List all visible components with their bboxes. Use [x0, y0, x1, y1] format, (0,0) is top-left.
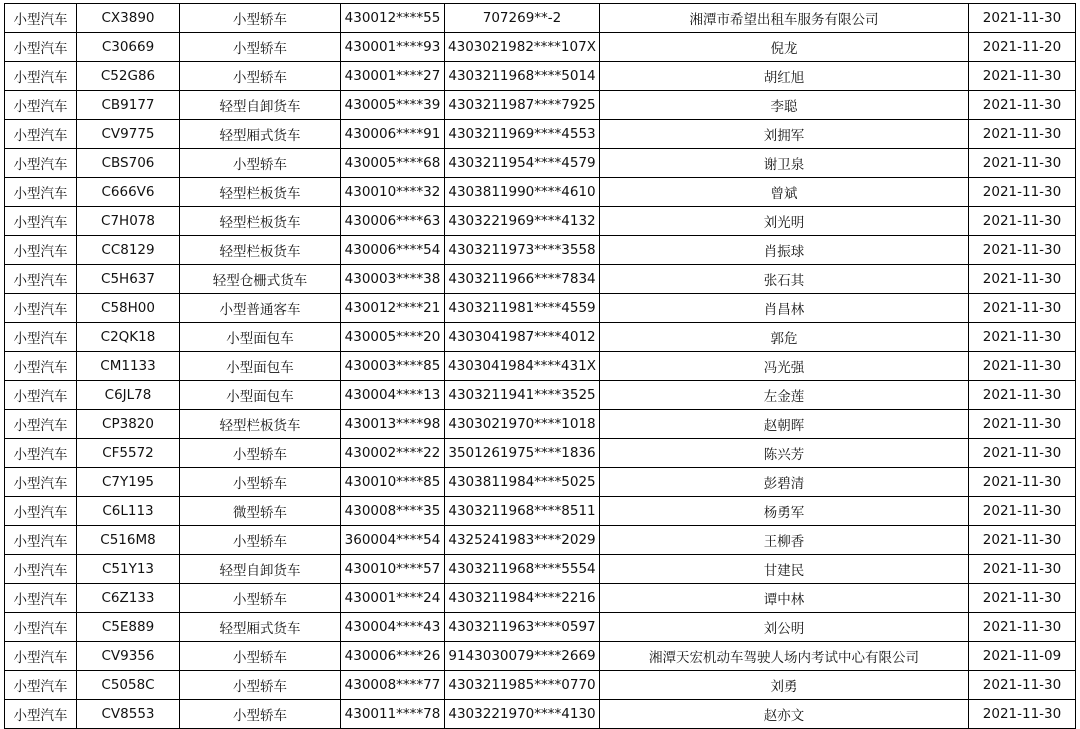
- id-number-cell: 4303211966****7834: [445, 265, 600, 294]
- code-cell: 430013****98: [341, 410, 445, 439]
- code-cell: 430006****26: [341, 642, 445, 671]
- vehicle-type-cell: 小型轿车: [180, 4, 341, 33]
- code-cell: 430001****93: [341, 33, 445, 62]
- vehicle-class-cell: 小型汽车: [5, 584, 77, 613]
- plate-number-cell: CM1133: [77, 352, 180, 381]
- date-cell: 2021-11-30: [969, 91, 1076, 120]
- id-number-cell: 4303041984****431X: [445, 352, 600, 381]
- owner-name-cell: 湘潭市希望出租车服务有限公司: [600, 4, 969, 33]
- vehicle-class-cell: 小型汽车: [5, 178, 77, 207]
- table-row: [5, 91, 1076, 120]
- owner-name-cell: 谭中林: [600, 584, 969, 613]
- code-cell: 430005****20: [341, 323, 445, 352]
- plate-number-cell: C6L113: [77, 497, 180, 526]
- date-cell: 2021-11-30: [969, 497, 1076, 526]
- vehicle-class-cell: 小型汽车: [5, 613, 77, 642]
- vehicle-class-cell: 小型汽车: [5, 294, 77, 323]
- id-number-cell: 4325241983****2029: [445, 526, 600, 555]
- vehicle-type-cell: 小型轿车: [180, 584, 341, 613]
- id-number-cell: 4303211954****4579: [445, 149, 600, 178]
- vehicle-type-cell: 小型轿车: [180, 33, 341, 62]
- date-cell: 2021-11-30: [969, 439, 1076, 468]
- owner-name-cell: 刘拥军: [600, 120, 969, 149]
- plate-number-cell: C7Y195: [77, 468, 180, 497]
- date-cell: 2021-11-30: [969, 62, 1076, 91]
- table-row: [5, 352, 1076, 381]
- vehicle-class-cell: 小型汽车: [5, 149, 77, 178]
- code-cell: 430006****63: [341, 207, 445, 236]
- date-cell: 2021-11-30: [969, 700, 1076, 729]
- vehicle-class-cell: 小型汽车: [5, 555, 77, 584]
- id-number-cell: 9143030079****2669: [445, 642, 600, 671]
- vehicle-type-cell: 小型面包车: [180, 352, 341, 381]
- plate-number-cell: CV9356: [77, 642, 180, 671]
- id-number-cell: 4303211968****8511: [445, 497, 600, 526]
- code-cell: 430012****21: [341, 294, 445, 323]
- code-cell: 430010****85: [341, 468, 445, 497]
- owner-name-cell: 刘勇: [600, 671, 969, 700]
- table-row: [5, 149, 1076, 178]
- plate-number-cell: CC8129: [77, 236, 180, 265]
- owner-name-cell: 杨勇军: [600, 497, 969, 526]
- id-number-cell: 4303211941****3525: [445, 381, 600, 410]
- plate-number-cell: C516M8: [77, 526, 180, 555]
- vehicle-type-cell: 轻型仓栅式货车: [180, 265, 341, 294]
- plate-number-cell: C666V6: [77, 178, 180, 207]
- table-row: [5, 62, 1076, 91]
- code-cell: 430003****85: [341, 352, 445, 381]
- code-cell: 430006****91: [341, 120, 445, 149]
- table-body: [5, 4, 1076, 729]
- vehicle-type-cell: 轻型栏板货车: [180, 178, 341, 207]
- vehicle-class-cell: 小型汽车: [5, 671, 77, 700]
- code-cell: 360004****54: [341, 526, 445, 555]
- date-cell: 2021-11-30: [969, 526, 1076, 555]
- id-number-cell: 4303211985****0770: [445, 671, 600, 700]
- table-row: [5, 265, 1076, 294]
- vehicle-type-cell: 轻型栏板货车: [180, 207, 341, 236]
- date-cell: 2021-11-30: [969, 323, 1076, 352]
- date-cell: 2021-11-30: [969, 178, 1076, 207]
- code-cell: 430006****54: [341, 236, 445, 265]
- owner-name-cell: 刘光明: [600, 207, 969, 236]
- table-row: [5, 120, 1076, 149]
- owner-name-cell: 湘潭天宏机动车驾驶人场内考试中心有限公司: [600, 642, 969, 671]
- id-number-cell: 4303211984****2216: [445, 584, 600, 613]
- plate-number-cell: CF5572: [77, 439, 180, 468]
- date-cell: 2021-11-30: [969, 4, 1076, 33]
- code-cell: 430011****78: [341, 700, 445, 729]
- id-number-cell: 4303041987****4012: [445, 323, 600, 352]
- owner-name-cell: 曾斌: [600, 178, 969, 207]
- table-row: [5, 410, 1076, 439]
- code-cell: 430012****55: [341, 4, 445, 33]
- vehicle-class-cell: 小型汽车: [5, 91, 77, 120]
- owner-name-cell: 刘公明: [600, 613, 969, 642]
- id-number-cell: 4303211963****0597: [445, 613, 600, 642]
- owner-name-cell: 倪龙: [600, 33, 969, 62]
- vehicle-type-cell: 轻型自卸货车: [180, 91, 341, 120]
- plate-number-cell: CX3890: [77, 4, 180, 33]
- vehicle-type-cell: 小型轿车: [180, 149, 341, 178]
- owner-name-cell: 甘建民: [600, 555, 969, 584]
- vehicle-type-cell: 小型普通客车: [180, 294, 341, 323]
- owner-name-cell: 陈兴芳: [600, 439, 969, 468]
- id-number-cell: 4303221970****4130: [445, 700, 600, 729]
- vehicle-class-cell: 小型汽车: [5, 33, 77, 62]
- vehicle-class-cell: 小型汽车: [5, 526, 77, 555]
- plate-number-cell: C30669: [77, 33, 180, 62]
- table-row: [5, 671, 1076, 700]
- vehicle-type-cell: 轻型栏板货车: [180, 236, 341, 265]
- date-cell: 2021-11-30: [969, 613, 1076, 642]
- table-row: [5, 613, 1076, 642]
- owner-name-cell: 左金莲: [600, 381, 969, 410]
- id-number-cell: 4303211968****5554: [445, 555, 600, 584]
- vehicle-type-cell: 小型面包车: [180, 323, 341, 352]
- vehicle-class-cell: 小型汽车: [5, 439, 77, 468]
- id-number-cell: 4303021970****1018: [445, 410, 600, 439]
- vehicle-records-table: [4, 3, 1076, 729]
- plate-number-cell: CP3820: [77, 410, 180, 439]
- date-cell: 2021-11-30: [969, 352, 1076, 381]
- id-number-cell: 4303211969****4553: [445, 120, 600, 149]
- table-row: [5, 439, 1076, 468]
- date-cell: 2021-11-30: [969, 555, 1076, 584]
- vehicle-type-cell: 小型轿车: [180, 468, 341, 497]
- table-row: [5, 497, 1076, 526]
- vehicle-class-cell: 小型汽车: [5, 381, 77, 410]
- code-cell: 430004****13: [341, 381, 445, 410]
- owner-name-cell: 胡红旭: [600, 62, 969, 91]
- plate-number-cell: C5058C: [77, 671, 180, 700]
- owner-name-cell: 王柳香: [600, 526, 969, 555]
- table-row: [5, 207, 1076, 236]
- date-cell: 2021-11-30: [969, 381, 1076, 410]
- plate-number-cell: C7H078: [77, 207, 180, 236]
- vehicle-class-cell: 小型汽车: [5, 265, 77, 294]
- id-number-cell: 4303221969****4132: [445, 207, 600, 236]
- vehicle-class-cell: 小型汽车: [5, 410, 77, 439]
- plate-number-cell: C6Z133: [77, 584, 180, 613]
- vehicle-type-cell: 小型面包车: [180, 381, 341, 410]
- date-cell: 2021-11-30: [969, 120, 1076, 149]
- vehicle-type-cell: 轻型栏板货车: [180, 410, 341, 439]
- table-row: [5, 381, 1076, 410]
- vehicle-type-cell: 小型轿车: [180, 439, 341, 468]
- date-cell: 2021-11-30: [969, 410, 1076, 439]
- table-row: [5, 584, 1076, 613]
- code-cell: 430001****27: [341, 62, 445, 91]
- vehicle-class-cell: 小型汽车: [5, 700, 77, 729]
- vehicle-type-cell: 轻型自卸货车: [180, 555, 341, 584]
- plate-number-cell: C5H637: [77, 265, 180, 294]
- code-cell: 430005****39: [341, 91, 445, 120]
- id-number-cell: 4303211981****4559: [445, 294, 600, 323]
- date-cell: 2021-11-30: [969, 265, 1076, 294]
- vehicle-class-cell: 小型汽车: [5, 4, 77, 33]
- id-number-cell: 4303021982****107X: [445, 33, 600, 62]
- table-row: [5, 4, 1076, 33]
- date-cell: 2021-11-30: [969, 468, 1076, 497]
- table-row: [5, 700, 1076, 729]
- owner-name-cell: 赵亦文: [600, 700, 969, 729]
- code-cell: 430005****68: [341, 149, 445, 178]
- date-cell: 2021-11-30: [969, 671, 1076, 700]
- owner-name-cell: 郭危: [600, 323, 969, 352]
- vehicle-type-cell: 微型轿车: [180, 497, 341, 526]
- id-number-cell: 4303211987****7925: [445, 91, 600, 120]
- id-number-cell: 4303811984****5025: [445, 468, 600, 497]
- plate-number-cell: C52G86: [77, 62, 180, 91]
- vehicle-class-cell: 小型汽车: [5, 207, 77, 236]
- owner-name-cell: 彭碧清: [600, 468, 969, 497]
- vehicle-class-cell: 小型汽车: [5, 323, 77, 352]
- owner-name-cell: 张石其: [600, 265, 969, 294]
- plate-number-cell: CB9177: [77, 91, 180, 120]
- id-number-cell: 4303211968****5014: [445, 62, 600, 91]
- id-number-cell: 707269**-2: [445, 4, 600, 33]
- vehicle-type-cell: 小型轿车: [180, 700, 341, 729]
- plate-number-cell: C51Y13: [77, 555, 180, 584]
- vehicle-class-cell: 小型汽车: [5, 468, 77, 497]
- plate-number-cell: CBS706: [77, 149, 180, 178]
- vehicle-type-cell: 轻型厢式货车: [180, 120, 341, 149]
- owner-name-cell: 李聪: [600, 91, 969, 120]
- id-number-cell: 3501261975****1836: [445, 439, 600, 468]
- vehicle-class-cell: 小型汽车: [5, 62, 77, 91]
- table-row: [5, 236, 1076, 265]
- code-cell: 430010****32: [341, 178, 445, 207]
- owner-name-cell: 赵朝晖: [600, 410, 969, 439]
- date-cell: 2021-11-20: [969, 33, 1076, 62]
- owner-name-cell: 谢卫泉: [600, 149, 969, 178]
- id-number-cell: 4303811990****4610: [445, 178, 600, 207]
- code-cell: 430010****57: [341, 555, 445, 584]
- vehicle-type-cell: 小型轿车: [180, 642, 341, 671]
- code-cell: 430008****77: [341, 671, 445, 700]
- plate-number-cell: C58H00: [77, 294, 180, 323]
- date-cell: 2021-11-30: [969, 294, 1076, 323]
- table-row: [5, 178, 1076, 207]
- vehicle-type-cell: 轻型厢式货车: [180, 613, 341, 642]
- date-cell: 2021-11-30: [969, 207, 1076, 236]
- plate-number-cell: C6JL78: [77, 381, 180, 410]
- table-row: [5, 33, 1076, 62]
- vehicle-class-cell: 小型汽车: [5, 497, 77, 526]
- plate-number-cell: CV8553: [77, 700, 180, 729]
- plate-number-cell: C5E889: [77, 613, 180, 642]
- table-row: [5, 555, 1076, 584]
- code-cell: 430002****22: [341, 439, 445, 468]
- vehicle-type-cell: 小型轿车: [180, 526, 341, 555]
- vehicle-class-cell: 小型汽车: [5, 642, 77, 671]
- date-cell: 2021-11-30: [969, 149, 1076, 178]
- vehicle-class-cell: 小型汽车: [5, 236, 77, 265]
- code-cell: 430004****43: [341, 613, 445, 642]
- vehicle-type-cell: 小型轿车: [180, 62, 341, 91]
- id-number-cell: 4303211973****3558: [445, 236, 600, 265]
- table-row: [5, 526, 1076, 555]
- table-row: [5, 294, 1076, 323]
- vehicle-class-cell: 小型汽车: [5, 120, 77, 149]
- table-row: [5, 642, 1076, 671]
- table-row: [5, 468, 1076, 497]
- code-cell: 430008****35: [341, 497, 445, 526]
- plate-number-cell: C2QK18: [77, 323, 180, 352]
- owner-name-cell: 肖昌林: [600, 294, 969, 323]
- date-cell: 2021-11-30: [969, 236, 1076, 265]
- date-cell: 2021-11-09: [969, 642, 1076, 671]
- vehicle-class-cell: 小型汽车: [5, 352, 77, 381]
- table-row: [5, 323, 1076, 352]
- code-cell: 430003****38: [341, 265, 445, 294]
- vehicle-type-cell: 小型轿车: [180, 671, 341, 700]
- date-cell: 2021-11-30: [969, 584, 1076, 613]
- code-cell: 430001****24: [341, 584, 445, 613]
- owner-name-cell: 肖振球: [600, 236, 969, 265]
- owner-name-cell: 冯光强: [600, 352, 969, 381]
- plate-number-cell: CV9775: [77, 120, 180, 149]
